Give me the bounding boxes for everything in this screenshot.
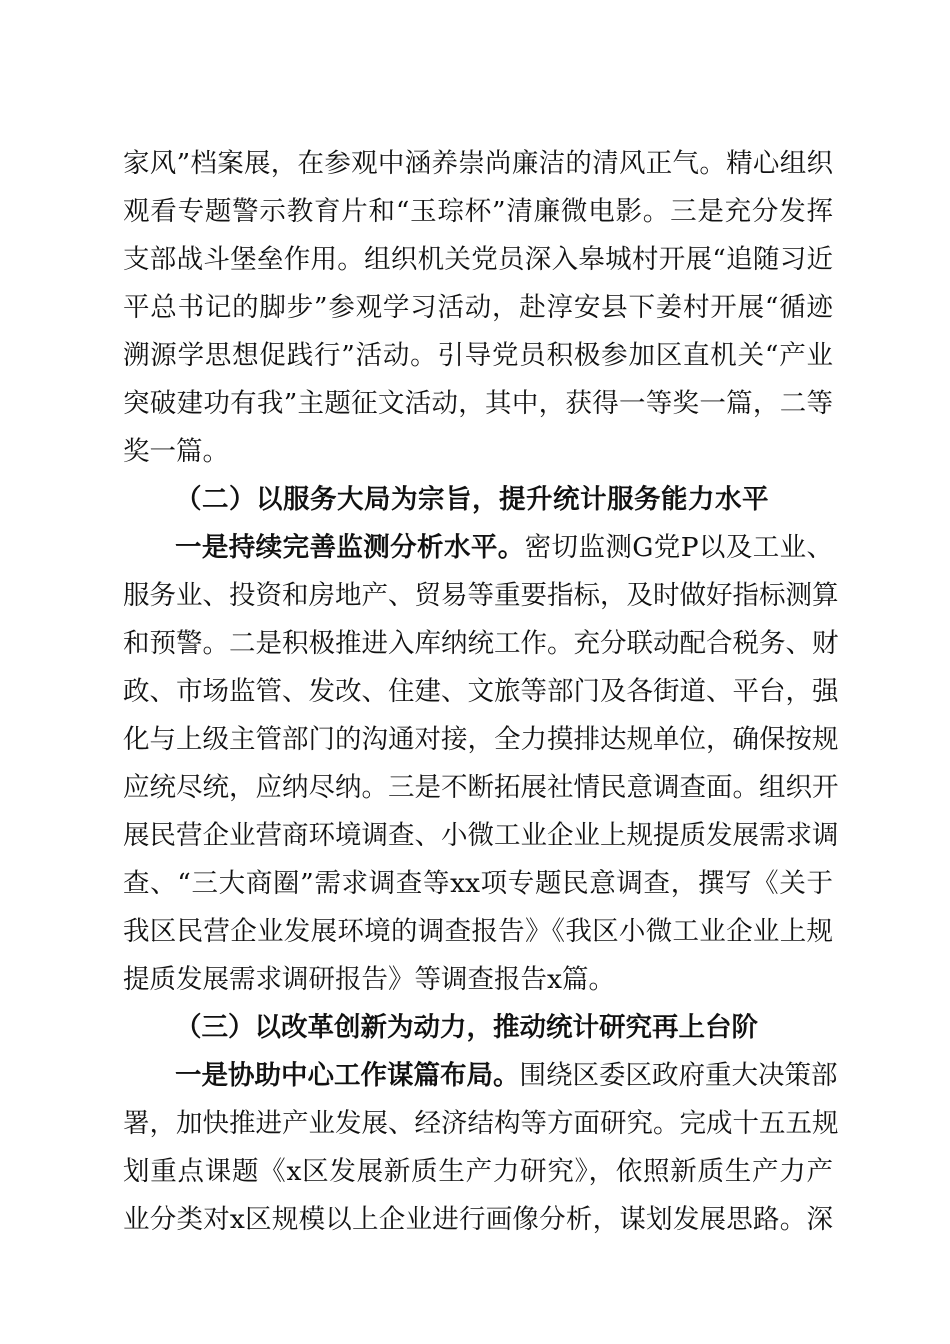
paragraph-line: 观看专题警示教育片和“玉琮杯”清廉微电影。三是充分发挥 (123, 196, 833, 227)
paragraph-line: 业分类对x区规模以上企业进行画像分析，谋划发展思路。深 (123, 1204, 833, 1235)
paragraph-line (175, 1054, 838, 1098)
paragraph-line: 查、“三大商圈”需求调查等xx项专题民意调查，撰写《关于 (123, 868, 833, 899)
paragraph-line: 家风”档案展，在参观中涵养崇尚廉洁的清风正气。精心组织 (123, 148, 833, 179)
paragraph-line: 突破建功有我”主题征文活动，其中，获得一等奖一篇，二等 (123, 388, 833, 419)
sentence-rest: 密切监测G党P以及工业、 (524, 532, 834, 563)
lead-sentence: 一是持续完善监测分析水平。 (175, 532, 525, 563)
paragraph-line: 和预警。二是积极推进入库纳统工作。充分联动配合税务、财 (123, 628, 839, 659)
section-heading-2: （二）以服务大局为宗旨，提升统计服务能力水平 (175, 484, 769, 515)
paragraph-line (175, 526, 833, 570)
paragraph-line: 政、市场监管、发改、住建、文旅等部门及各街道、平台，强 (123, 676, 839, 707)
paragraph-line: 署，加快推进产业发展、经济结构等方面研究。完成十五五规 (123, 1108, 839, 1139)
sentence-rest: 围绕区委区政府重大决策部 (519, 1060, 838, 1091)
paragraph-line: 提质发展需求调研报告》等调查报告x篇。 (123, 964, 615, 995)
paragraph-line: 服务业、投资和房地产、贸易等重要指标，及时做好指标测算 (123, 580, 839, 611)
paragraph-line: 我区民营企业发展环境的调查报告》《我区小微工业企业上规 (123, 916, 833, 947)
paragraph-line: 奖一篇。 (123, 436, 229, 467)
paragraph-line: 划重点课题《x区发展新质生产力研究》，依照新质生产力产 (123, 1156, 833, 1187)
section-heading-3: （三）以改革创新为动力，推动统计研究再上台阶 (175, 1012, 758, 1043)
paragraph-line: 应统尽统，应纳尽纳。三是不断拓展社情民意调查面。组织开 (123, 772, 839, 803)
paragraph-line: 溯源学思想促践行”活动。引导党员积极参加区直机关“产业 (123, 340, 833, 371)
paragraph-line: 展民营企业营商环境调查、小微工业企业上规提质发展需求调 (123, 820, 839, 851)
paragraph-line: 支部战斗堡垒作用。组织机关党员深入皋城村开展“追随习近 (123, 244, 833, 275)
paragraph-line: 平总书记的脚步”参观学习活动，赴淳安县下姜村开展“循迹 (123, 292, 833, 323)
paragraph-line: 化与上级主管部门的沟通对接，全力摸排达规单位，确保按规 (123, 724, 839, 755)
lead-sentence: 一是协助中心工作谋篇布局。 (175, 1060, 520, 1091)
